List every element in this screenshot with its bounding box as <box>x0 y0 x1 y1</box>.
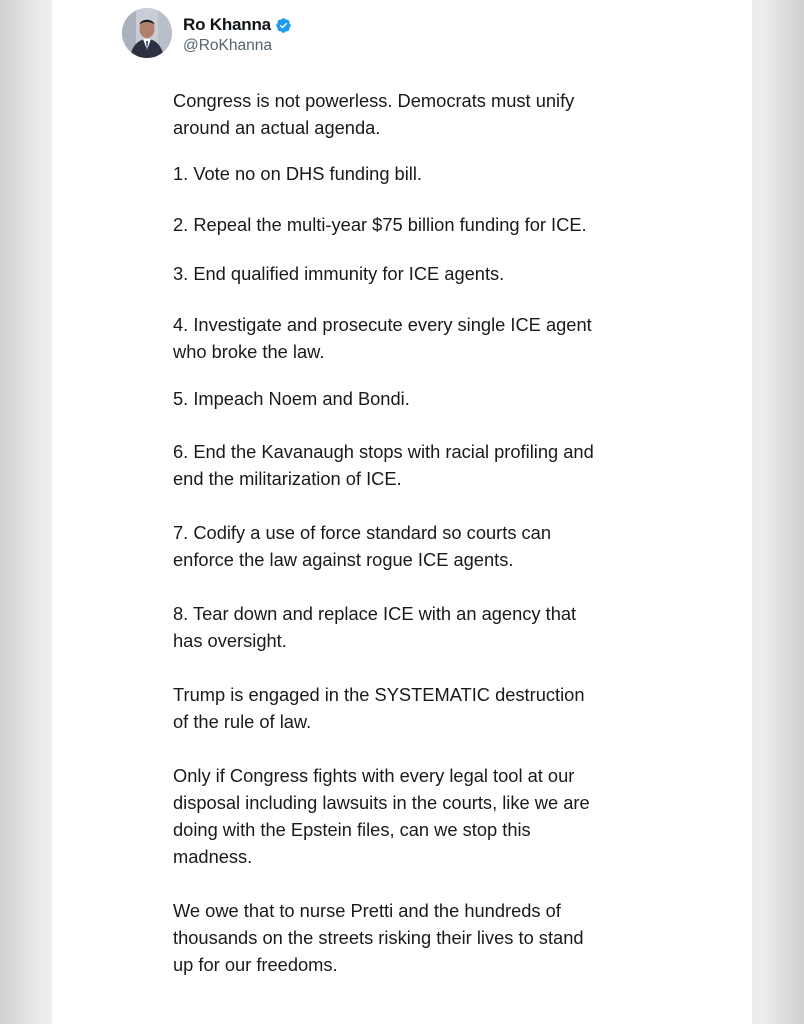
author-handle[interactable]: @RoKhanna <box>183 37 272 54</box>
avatar[interactable] <box>122 8 172 58</box>
post-paragraph-item-4: 4. Investigate and prosecute every single ICE agent who broke the law. <box>173 314 592 362</box>
post-paragraph-item-6: 6. End the Kavanaugh stops with racial profiling and end the militarization of ICE. <box>173 441 594 489</box>
post-paragraph-item-2: 2. Repeal the multi-year $75 billion funding for ICE. <box>173 214 587 235</box>
post-paragraph-item-5: 5. Impeach Noem and Bondi. <box>173 388 410 409</box>
post-paragraph-congress: Only if Congress fights with every legal tool at our disposal including lawsuits in the courts, like we are doing with the Epstein files, can we stop this madness. <box>173 765 590 867</box>
post-paragraph-intro: Congress is not powerless. Democrats must unify around an actual agenda. <box>173 90 575 138</box>
post-paragraph-item-1: 1. Vote no on DHS funding bill. <box>173 163 422 184</box>
avatar-photo-icon <box>122 8 172 58</box>
author-name-row[interactable] <box>183 14 292 36</box>
post-paragraph-systematic: Trump is engaged in the SYSTEMATIC destruction of the rule of law. <box>173 684 585 732</box>
author-display-name[interactable]: Ro Khanna <box>183 15 271 34</box>
verified-badge-icon <box>275 17 292 34</box>
post-paragraph-closing: We owe that to nurse Pretti and the hundreds of thousands on the streets risking their lives to stand up for our freedoms. <box>173 900 584 975</box>
post-card <box>52 0 752 1024</box>
post-paragraph-item-3: 3. End qualified immunity for ICE agents. <box>173 263 505 284</box>
post-paragraph-item-7: 7. Codify a use of force standard so courts can enforce the law against rogue ICE agents. <box>173 522 552 570</box>
post-paragraph-item-8: 8. Tear down and replace ICE with an agency that has oversight. <box>173 603 577 651</box>
